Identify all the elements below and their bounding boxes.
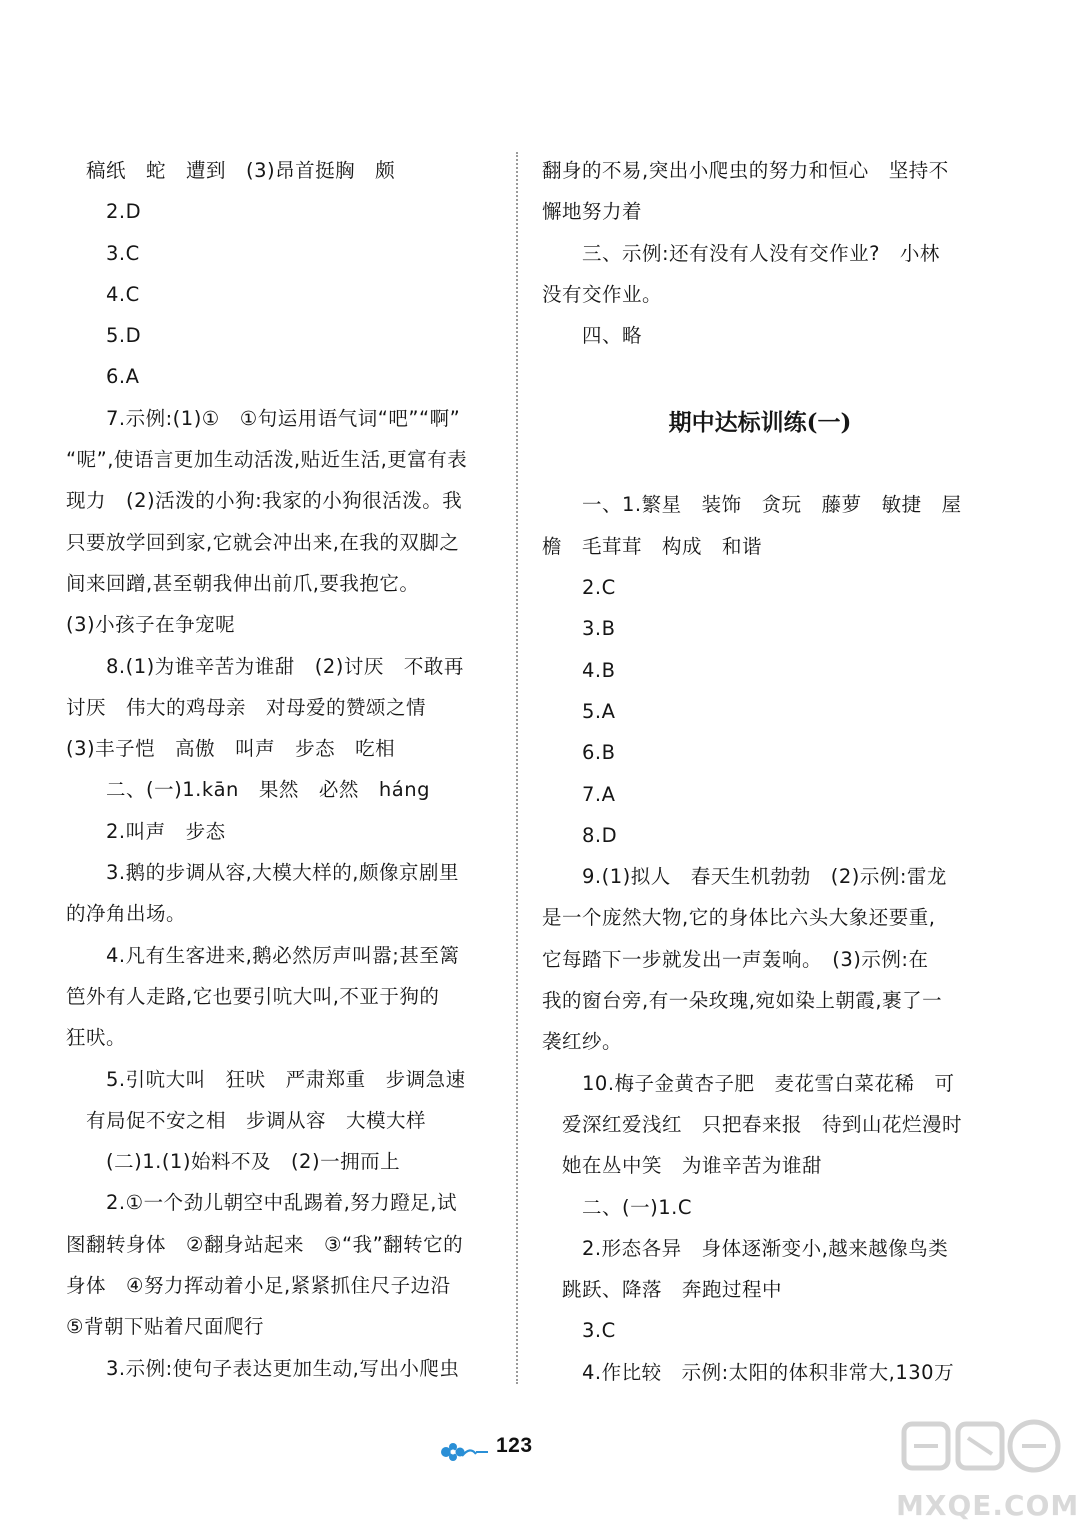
answer-line: 只要放学回到家,它就会冲出来,在我的双脚之 [66,530,460,554]
answer-line: 3.C [582,1319,616,1343]
answer-line: 三、示例:还有没有人没有交作业? 小林 [582,241,940,265]
answer-line: 5.引吭大叫 狂吠 严肃郑重 步调急速 [106,1067,466,1091]
page-number: 123 [496,1434,533,1457]
answer-line: 8.(1)为谁辛苦为谁甜 (2)讨厌 不敢再 [106,654,464,678]
answer-line: 她在丛中笑 为谁辛苦为谁甜 [562,1154,823,1178]
answer-line: (3)小孩子在争宠呢 [66,613,236,637]
answer-line: 3.B [582,617,616,641]
answer-line: 稿纸 蛇 遭到 (3)昂首挺胸 颇 [86,159,396,182]
answer-line: 2.C [582,576,616,600]
right-bottom-answers [542,484,970,1393]
answer-line: “呢”,使语言更加生动活泼,贴近生活,更富有表 [66,448,468,472]
answer-line: 爱深红爱浅红 只把春来报 待到山花烂漫时 [562,1112,963,1136]
answer-line: 2.叫声 步态 [106,819,226,843]
answer-line: 袭红纱。 [542,1030,623,1054]
answer-line: 二、(一)1.C [582,1195,692,1219]
answer-line: 3.C [106,241,140,265]
right-top-answers [542,150,970,356]
flower-logo-icon [436,1436,490,1466]
section-heading: 期中达标训练(一) [668,409,852,437]
answer-line: 檐 毛茸茸 构成 和谐 [542,534,763,558]
answer-line: 6.B [582,741,616,765]
answer-line: 7.A [582,782,616,806]
answer-line: 笆外有人走路,它也要引吭大叫,不亚于狗的 [66,984,440,1008]
answer-line: 8.D [582,823,618,847]
answer-line: 4.C [106,282,140,306]
answer-line: 2.D [106,200,142,224]
column-divider [516,152,518,1384]
answer-line: 5.D [106,324,142,348]
answer-line: 翻身的不易,突出小爬虫的努力和恒心 坚持不 [542,159,949,182]
answer-line: 现力 (2)活泼的小狗:我家的小狗很活泼。我 [66,489,463,513]
answer-line: 6.A [106,365,140,389]
answer-line: 讨厌 伟大的鸡母亲 对母爱的赞颂之情 [66,695,427,719]
answer-line: 3.示例:使句子表达更加生动,写出小爬虫 [106,1356,460,1380]
answer-line: 它每踏下一步就发出一声轰响。 (3)示例:在 [542,947,929,971]
answer-line: 是一个庞然大物,它的身体比六头大象还要重, [542,906,936,930]
watermark-stamp-icon [896,1418,1066,1490]
answer-line: 图翻转身体 ②翻身站起来 ③“我”翻转它的 [66,1232,464,1256]
answer-line: 4.凡有生客进来,鹅必然厉声叫嚣;甚至篱 [106,943,460,967]
answer-line: 2.形态各异 身体逐渐变小,越来越像鸟类 [582,1236,949,1260]
answer-line: 身体 ④努力挥动着小足,紧紧抓住尺子边沿 [66,1274,451,1298]
watermark [896,1418,1079,1524]
answer-line: 7.示例:(1)① ①句运用语气词“吧”“啊” [106,406,461,430]
answer-line: 4.B [582,658,616,682]
answer-line: 3.鹅的步调从容,大模大样的,颇像京剧里 [106,861,460,885]
answer-line: 9.(1)拟人 春天生机勃勃 (2)示例:雷龙 [582,865,947,889]
answer-line: 2.①一个劲儿朝空中乱踢着,努力蹬足,试 [106,1191,457,1215]
answer-line: 二、(一)1.kān 果然 必然 háng [106,778,430,802]
answer-line: 没有交作业。 [542,282,663,306]
left-column [66,150,498,1389]
answer-line: 的净角出场。 [66,902,187,926]
right-column [542,150,970,1393]
answer-line: (3)丰子恺 高傲 叫声 步态 吃相 [66,737,396,761]
answer-line: 10.梅子金黄杏子肥 麦花雪白菜花稀 可 [582,1071,955,1095]
answer-line: 四、略 [582,324,643,348]
answer-line: 4.作比较 示例:太阳的体积非常大,130万 [582,1360,955,1384]
answer-line: 5.A [582,699,616,723]
answer-line: ⑤背朝下贴着尺面爬行 [66,1315,264,1339]
answer-line: 一、1.繁星 装饰 贪玩 藤萝 敏捷 屋 [582,493,962,517]
answer-line: 跳跃、降落 奔跑过程中 [562,1278,783,1302]
answer-line: 我的窗台旁,有一朵玫瑰,宛如染上朝霞,裹了一 [542,989,943,1013]
watermark-text: MXQE.COM [896,1489,1079,1522]
answer-line: 狂吠。 [66,1026,127,1050]
answer-line: (二)1.(1)始料不及 (2)一拥而上 [106,1150,401,1174]
answer-line: 有局促不安之相 步调从容 大模大样 [86,1108,427,1132]
answer-line: 懈地努力着 [542,200,643,224]
answer-line: 间来回蹭,甚至朝我伸出前爪,要我抱它。 [66,571,420,595]
